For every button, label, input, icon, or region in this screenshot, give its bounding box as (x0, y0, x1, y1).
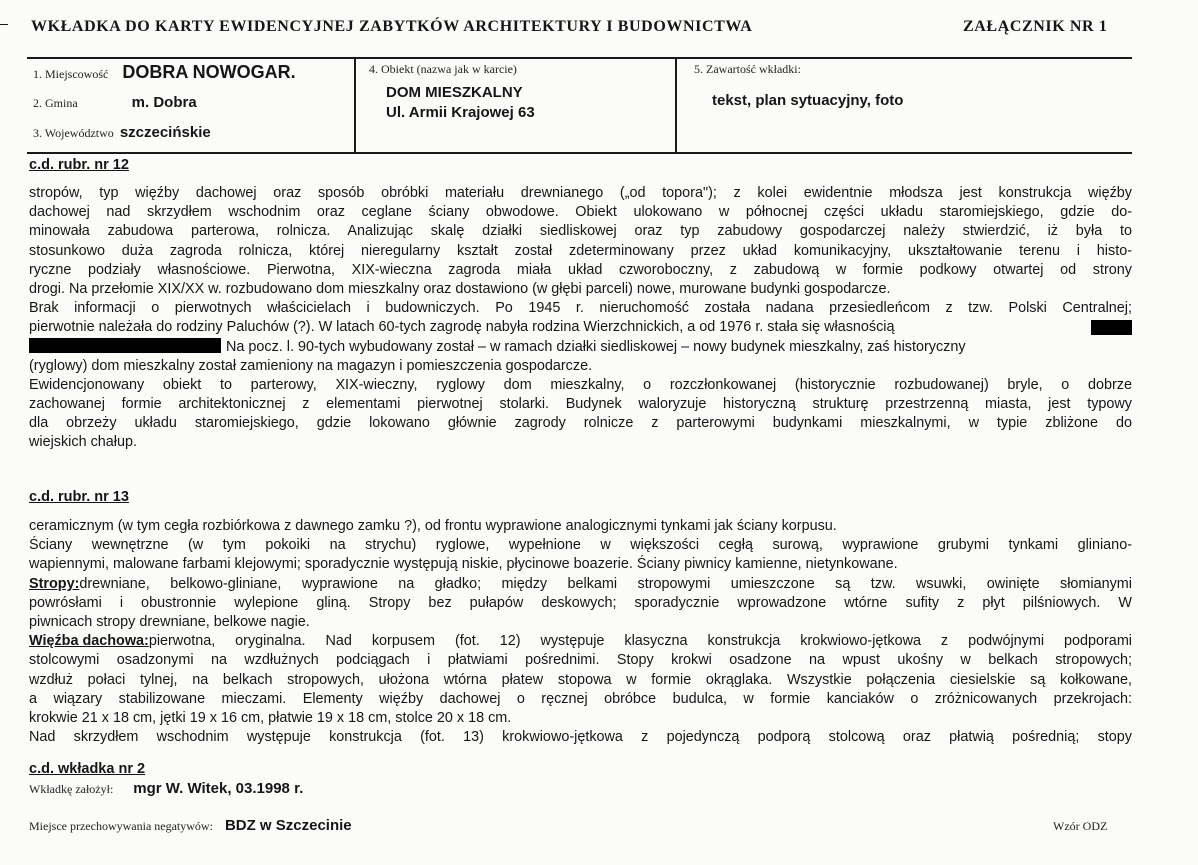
text-line: wzdłuż połaci tylnej, na belkach stropowych, ułożona wtórna płatew stopowa w formie okrąglaka. Wszystkie połączenia ciesielskie są kołkowane, (29, 671, 1132, 688)
storage-label: Miejsce przechowywania negatywów: (29, 819, 213, 833)
text-line: (ryglowy) dom mieszkalny został zamieniony na magazyn i pomieszczenia gospodarcze. (29, 357, 593, 374)
form-top-border (27, 57, 1132, 59)
zawartosc-label: 5. Zawartość wkładki: (694, 62, 801, 76)
text-line: ryczne podziały własnościowe. Pierwotna, XIX-wieczna zagroda miała układ czworoboczny, z zabudową w formie podkowy otwartej od strony (29, 261, 1132, 278)
text-line: pierwotna, oryginalna. Nad korpusem (fot. 12) występuje klasyczna konstrukcja krokwiowo-jętkowa z podwójnymi podporami (148, 633, 1132, 650)
text-line: zachowanej formie architektonicznej z elementami pierwotnej stolarki. Budynek waloryzuje historyczną strukturę przestrzenną miasta, jest typowy (29, 396, 1132, 413)
text-line: stropów, typ więźby dachowej oraz sposób obróbki materiału drewnianego („od topora"); z kolei ewidentnie młodsza jest konstrukcja więźby (29, 185, 1132, 201)
text-line: drewniane, belkowo-gliniane, wyprawione na gładko; między belkami stropowymi umieszczone są tzw. wsuwki, owinięte słomianymi (79, 575, 1132, 592)
text-line: wapiennymi, malowane farbami klejowymi; sporadycznie występują niskie, płycinowe boazerie. Ściany piwnicy kamienne, nietynkowane. (29, 556, 898, 573)
obiekt-label: 4. Obiekt (nazwa jak w karcie) (369, 62, 517, 76)
author-label: Wkładkę założył: (29, 782, 114, 796)
redaction-block (1091, 320, 1132, 335)
field-wojewodztwo (33, 124, 211, 142)
miejscowosc-value: DOBRA NOWOGAR. (122, 62, 296, 82)
text-line: wiejskich chałup. (29, 434, 137, 451)
section-12-text (29, 184, 1132, 453)
text-line: pierwotnie należała do rodziny Paluchów (?). W latach 60-tych zagrodę nabyła rodzina Wierzchnickich, a od 1976 r. stała się własnością (29, 319, 895, 336)
redaction-block (29, 338, 221, 353)
form-bottom-border (27, 152, 1132, 154)
text-line: dachowej nad skrzydłem wschodnim oraz ceglane ściany obwodowe. Obiekt ulokowano w północnej części układu staromiejskiego, gdzie do- (29, 204, 1132, 221)
edge-mark (0, 24, 8, 25)
wiezba-label: Więźba dachowa: (29, 633, 149, 650)
text-line: ceramicznym (w tym cegła rozbiórkowa z dawnego zamku ?), od frontu wyprawione analogicznymi tynkami jak ściany korpusu. (29, 518, 837, 534)
next-insert-label: c.d. wkładka nr 2 (29, 761, 146, 777)
wojewodztwo-value: szczecińskie (119, 124, 211, 141)
author-value: mgr W. Witek, 03.1998 r. (133, 780, 304, 797)
text-line: Ściany wewnętrzne (w tym pokoiki na strychu) ryglowe, wypełnione w większości cegłą surową, wyprawione grubymi tynkami gliniano- (29, 537, 1132, 554)
zawartosc-value: tekst, plan sytuacyjny, foto (712, 92, 904, 109)
gmina-label: 2. Gmina (33, 96, 78, 110)
annex-label: ZAŁĄCZNIK NR 1 (963, 18, 1108, 35)
document-title: WKŁADKA DO KARTY EWIDENCYJNEJ ZABYTKÓW ARCHITEKTURY I BUDOWNICTWA (31, 18, 753, 35)
obiekt-address: Ul. Armii Krajowej 63 (386, 104, 535, 121)
storage-row (29, 817, 352, 835)
text-line: Ewidencjonowany obiekt to parterowy, XIX-wieczny, ryglowy dom mieszkalny, o rozczłonkowanej (historycznie rozbudowanej) bryle, o dobrze (29, 376, 1132, 393)
miejscowosc-label: 1. Miejscowość (33, 67, 109, 81)
text-line: Brak informacji o pierwotnych właścicielach i budowniczych. Po 1945 r. nieruchomość została nadana przesiedleńcom z tzw. Polski Centralnej; (29, 300, 1132, 317)
text-line: piwnicach stropy drewniane, belkowe nagie. (29, 613, 310, 630)
storage-value: BDZ w Szczecinie (224, 817, 352, 834)
author-row (29, 780, 303, 798)
form-divider-2 (675, 57, 677, 154)
text-line: stolcowymi osadzonymi na wzdłużnych podciągach i płatwiami pośrednimi. Stopy krokwi osadzone na wpust ukośny w belkach stropowych; (29, 652, 1132, 669)
text-line: drogi. Na przełomie XIX/XX w. rozbudowano dom mieszkalny oraz dostawiono (w głębi parceli) nowe, murowane budynki gospodarcze. (29, 280, 891, 297)
gmina-value: m. Dobra (131, 94, 197, 111)
text-line: krokwie 21 x 18 cm, jętki 19 x 16 cm, płatwie 19 x 18 cm, stolce 20 x 18 cm. (29, 709, 512, 726)
text-line: stosunkowo duża zagroda rolnicza, której nieregularny kształt został zdeterminowany przez układ komunikacyjny, ukształtowanie terenu i histo- (29, 242, 1132, 259)
text-line: a wiązary stabilizowane mieczami. Elementy więźby dachowej o ręcznej obróbce budulca, w formie kanciaków o zróżnicowanych przekrojach: (29, 690, 1132, 707)
text-line: Na pocz. l. 90-tych wybudowany został – w ramach działki siedliskowej – nowy budynek mieszkalny, zaś historyczny (226, 338, 966, 355)
obiekt-name: DOM MIESZKALNY (386, 84, 523, 101)
field-gmina (33, 94, 197, 112)
section-13-text (29, 517, 1132, 747)
wojewodztwo-label: 3. Województwo (33, 126, 114, 140)
stropy-label: Stropy: (29, 575, 80, 592)
text-line: Nad skrzydłem wschodnim występuje konstrukcja (fot. 13) krokwiowo-jętkowa z pojedynczą podporą stolcową oraz płatwią pośrednią; stopy (29, 729, 1132, 746)
form-template-label: Wzór ODZ (1053, 819, 1108, 833)
text-line: dla obrzeży układu staromiejskiego, gdzie lokowano głównie zagrody rolnicze z parterowymi budynkami mieszkalnymi, w typie zbliżone do (29, 415, 1132, 432)
section-13-heading: c.d. rubr. nr 13 (29, 489, 129, 505)
form-divider-1 (354, 57, 356, 154)
section-12-heading: c.d. rubr. nr 12 (29, 157, 129, 173)
text-line: minowała zabudowa parterowa, rolnicza. Analizując skalę działki siedliskowej oraz typ zabudowy gospodarczej należy stwierdzić, iż była to (29, 223, 1132, 240)
field-miejscowosc (33, 62, 296, 83)
text-line: powrósłami i obustronnie wylepione gliną. Stropy bez pułapów deskowych; sporadycznie wprowadzone wtórne sufity z płyt pilśniowych. W (29, 594, 1132, 611)
